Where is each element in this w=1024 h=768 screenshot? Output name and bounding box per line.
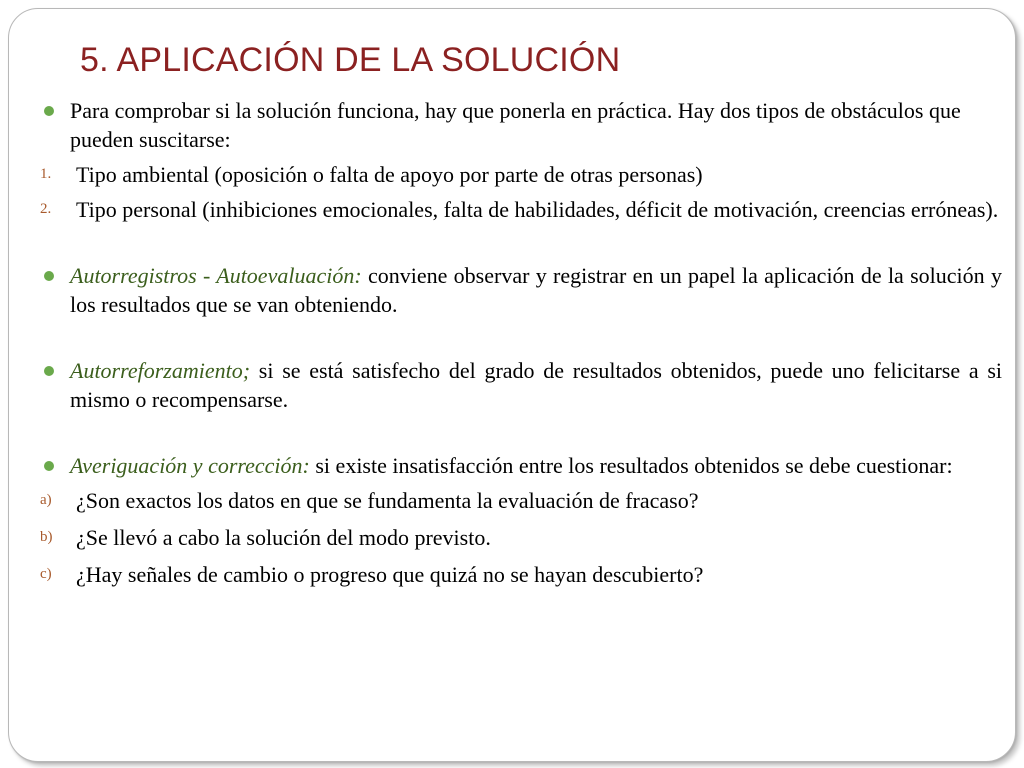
bullet-dot-icon [44,271,54,281]
slide-body [40,96,1002,589]
list-letter: c) [40,566,52,582]
question-text: ¿Son exactos los datos en que se fundamenta la evaluación de fracaso? [76,488,699,513]
autorregistros-text: conviene observar y registrar en un papel la aplicación de la solución y los resultados que se van obteniendo. [70,263,1002,317]
question-item-c [40,560,1002,589]
autorreforzamiento-term: Autorreforzamiento; [70,358,251,383]
intro-text: Para comprobar si la solución funciona, hay que ponerla en práctica. Hay dos tipos de obstáculos que pueden suscitarse: [70,98,961,152]
bullet-dot-icon [44,366,54,376]
obstacle-item-1 [40,160,1002,189]
slide-title: 5. APLICACIÓN DE LA SOLUCIÓN [80,41,621,79]
list-number: 2. [40,201,52,217]
list-number: 1. [40,166,52,182]
autorregistros-bullet [40,261,1002,319]
autorregistros-term: Autorregistros - Autoevaluación: [70,263,362,288]
question-text: ¿Hay señales de cambio o progreso que quizá no se hayan descubierto? [76,562,704,587]
averiguacion-text: si existe insatisfacción entre los resultados obtenidos se debe cuestionar: [315,453,953,478]
obstacle-item-2 [40,195,1002,224]
autorreforzamiento-bullet [40,356,1002,414]
list-letter: b) [40,529,53,545]
averiguacion-term: Averiguación y corrección: [70,453,310,478]
question-item-a [40,486,1002,515]
autorreforzamiento-text: si se está satisfecho del grado de resultados obtenidos, puede uno felicitarse a si mismo o recompensarse. [70,358,1003,412]
bullet-dot-icon [44,461,54,471]
obstacle-text: Tipo ambiental (oposición o falta de apoyo por parte de otras personas) [76,162,703,187]
obstacle-text: Tipo personal (inhibiciones emocionales, falta de habilidades, déficit de motivación, creencias erróneas). [76,197,999,222]
averiguacion-bullet [40,451,1002,480]
list-letter: a) [40,492,52,508]
intro-bullet [40,96,1002,154]
bullet-dot-icon [44,106,54,116]
question-text: ¿Se llevó a cabo la solución del modo previsto. [76,525,491,550]
question-item-b [40,523,1002,552]
